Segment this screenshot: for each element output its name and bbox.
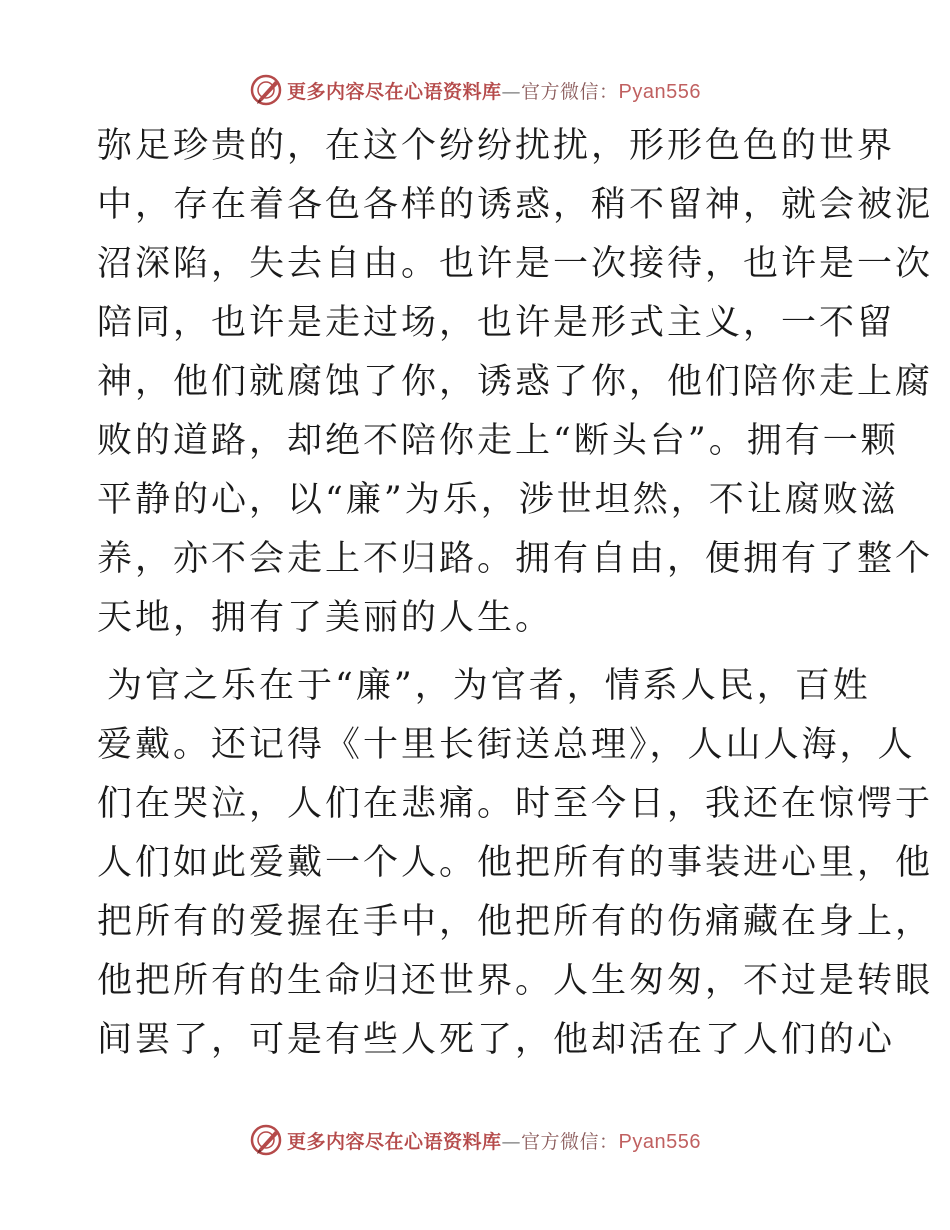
text-line: 天地，拥有了美丽的人生。 [97,598,554,638]
footer-wechat-id: Pyan556 [618,1130,701,1153]
text-line: 爱戴。还记得《十里长街送总理》，人山人海，人 [97,725,916,765]
text-line: 败的道路，却绝不陪你走上“断头台”。拥有一颗 [97,421,899,461]
text-line: 把所有的爱握在手中，他把所有的伤痛藏在身上， [97,902,934,942]
text-line: 们在哭泣，人们在悲痛。时至今日，我还在惊愕于 [97,784,934,824]
footer-banner [0,1120,950,1160]
text-line: 养，亦不会走上不归路。拥有自由，便拥有了整个 [97,539,934,579]
header-banner [0,70,950,110]
header-title: 更多内容尽在心语资料库 [287,80,502,103]
footer-separator: — [501,1130,522,1153]
text-line: 他把所有的生命归还世界。人生匆匆，不过是转眼 [97,961,934,1001]
paragraph-1 [97,117,934,648]
header-separator: — [501,80,522,103]
text-line: 人们如此爱戴一个人。他把所有的事装进心里，他 [97,843,934,883]
paragraph-2 [97,657,934,1070]
pen-circle-logo-icon [249,73,283,107]
header-wechat-label: 官方微信： [521,80,619,103]
text-line: 神，他们就腐蚀了你，诱惑了你，他们陪你走上腐 [97,362,934,402]
text-line: 间罢了，可是有些人死了，他却活在了人们的心 [97,1020,896,1060]
text-line: 弥足珍贵的，在这个纷纷扰扰，形形色色的世界 [97,126,896,166]
text-line: 陪同，也许是走过场，也许是形式主义，一不留 [97,303,896,343]
footer-wechat-label: 官方微信： [521,1130,619,1153]
text-line: 平静的心，以“廉”为乐，涉世坦然，不让腐败滋 [97,480,899,520]
text-line: 沼深陷，失去自由。也许是一次接待，也许是一次 [97,244,934,284]
header-wechat-id: Pyan556 [618,80,701,103]
pen-circle-logo-icon [249,1123,283,1157]
text-line: 中，存在着各色各样的诱惑，稍不留神，就会被泥 [97,185,934,225]
text-line: 为官之乐在于“廉”，为官者，情系人民，百姓 [107,666,871,706]
footer-title: 更多内容尽在心语资料库 [287,1130,502,1153]
